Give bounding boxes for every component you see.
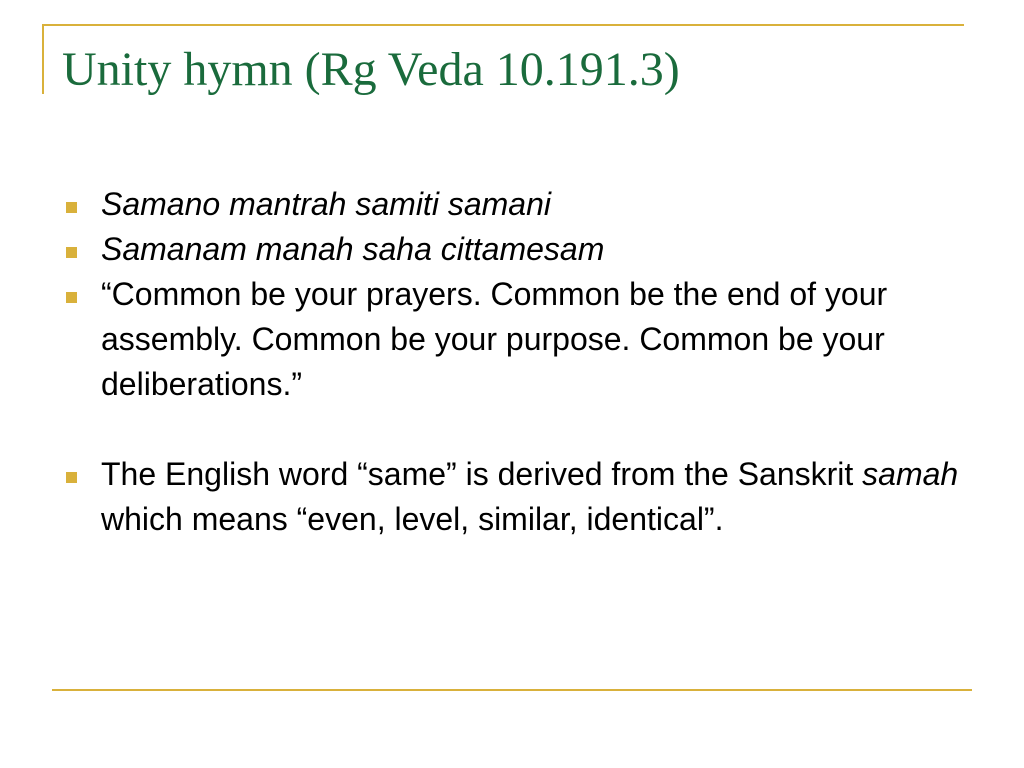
square-bullet-icon [66,202,77,213]
bullet-text: “Common be your prayers. Common be the end of your assembly. Common be your purpose. Common be your deliberations.” [101,276,888,402]
bullet-text: Samano mantrah samiti samani [101,186,551,222]
slide-title: Unity hymn (Rg Veda 10.191.3) [62,43,680,96]
square-bullet-icon [66,247,77,258]
frame-left-rule [42,24,44,94]
frame-top-rule [42,24,964,26]
bullet-item [62,272,962,407]
bullet-list [62,182,962,542]
bullet-emphasis: samah [862,456,959,492]
bullet-text-after: which means “even, level, similar, identical”. [101,501,724,537]
bullet-text: Samanam manah saha cittamesam [101,231,605,267]
bullet-item [62,452,962,542]
bullet-text-before: The English word “same” is derived from the Sanskrit [101,456,863,492]
frame-bottom-rule [52,689,972,691]
bullet-item [62,182,962,227]
square-bullet-icon [66,472,77,483]
bullet-item [62,227,962,272]
square-bullet-icon [66,292,77,303]
